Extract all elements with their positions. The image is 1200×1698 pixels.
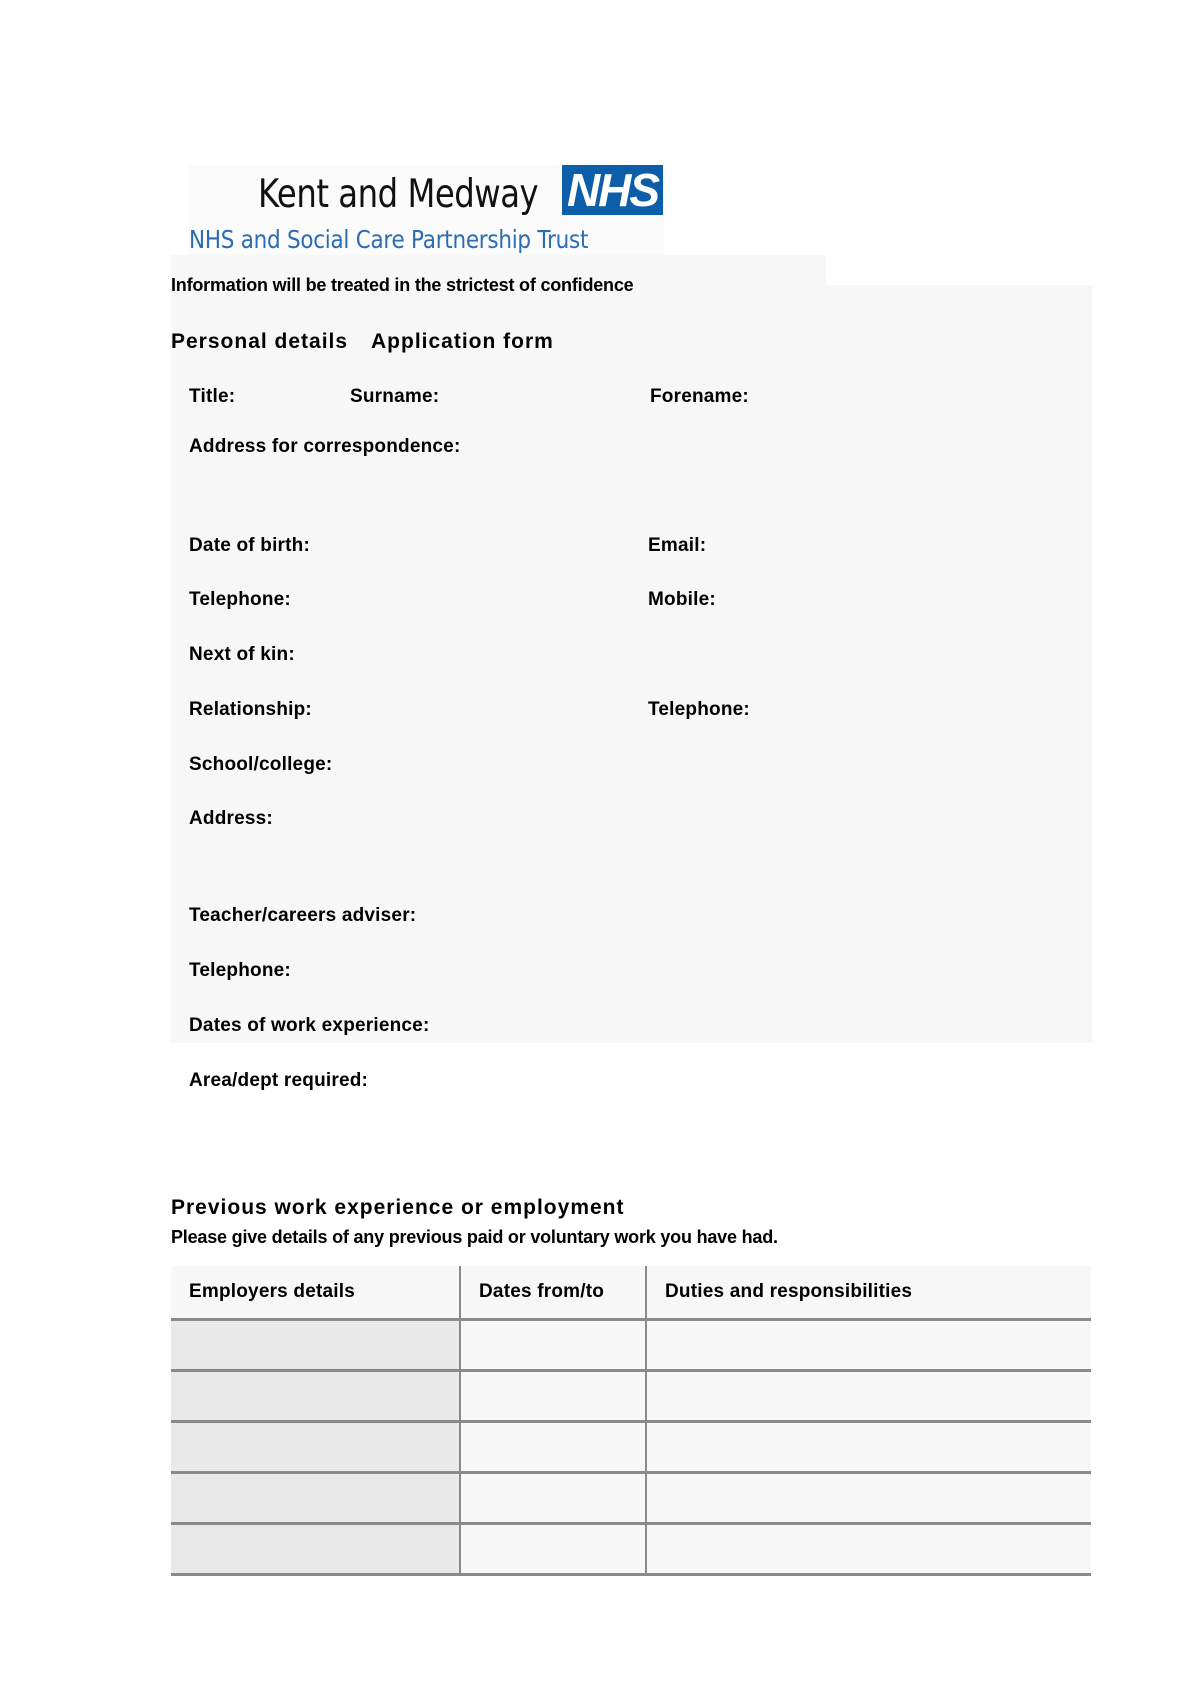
date-of-birth-field[interactable]: Date of birth: — [189, 535, 311, 556]
teacher-telephone-field[interactable]: Telephone: — [189, 960, 291, 981]
nhs-logo-badge: NHS — [562, 165, 663, 215]
application-form-heading: Application form — [371, 330, 554, 353]
table-row — [171, 1473, 1091, 1524]
dates-cell[interactable] — [460, 1320, 646, 1371]
personal-details-heading: Personal details — [171, 330, 349, 353]
email-field[interactable]: Email: — [648, 535, 707, 556]
table-row — [171, 1422, 1091, 1473]
employer-cell[interactable] — [171, 1371, 460, 1422]
duties-cell[interactable] — [646, 1422, 1091, 1473]
column-header: Duties and responsibilities — [646, 1266, 1091, 1320]
area-dept-field[interactable]: Area/dept required: — [189, 1070, 369, 1091]
teacher-adviser-field[interactable]: Teacher/careers adviser: — [189, 905, 417, 926]
previous-work-heading: Previous work experience or employment — [171, 1196, 625, 1219]
table-header-row — [171, 1266, 1091, 1320]
dates-cell[interactable] — [460, 1422, 646, 1473]
work-experience-table — [171, 1266, 1091, 1576]
table-row — [171, 1371, 1091, 1422]
dates-cell[interactable] — [460, 1524, 646, 1575]
next-of-kin-field[interactable]: Next of kin: — [189, 644, 295, 665]
duties-cell[interactable] — [646, 1371, 1091, 1422]
previous-work-intro: Please give details of any previous paid or voluntary work you have had. — [171, 1227, 778, 1247]
table-row — [171, 1524, 1091, 1575]
telephone-field[interactable]: Telephone: — [189, 589, 291, 610]
duties-cell[interactable] — [646, 1524, 1091, 1575]
school-college-field[interactable]: School/college: — [189, 754, 333, 775]
address-correspondence-field[interactable]: Address for correspondence: — [189, 436, 461, 457]
forename-field[interactable]: Forename: — [650, 386, 749, 407]
column-header: Dates from/to — [460, 1266, 646, 1320]
employer-cell[interactable] — [171, 1422, 460, 1473]
mobile-field[interactable]: Mobile: — [648, 589, 716, 610]
column-header: Employers details — [171, 1266, 460, 1320]
logo-subtitle: NHS and Social Care Partnership Trust — [189, 225, 589, 254]
logo-org-name: Kent and Medway — [258, 172, 539, 217]
relationship-field[interactable]: Relationship: — [189, 699, 312, 720]
employer-cell[interactable] — [171, 1473, 460, 1524]
confidence-note: Information will be treated in the strictest of confidence — [171, 275, 634, 295]
employer-cell[interactable] — [171, 1320, 460, 1371]
table-row — [171, 1320, 1091, 1371]
title-field[interactable]: Title: — [189, 386, 236, 407]
duties-cell[interactable] — [646, 1473, 1091, 1524]
employer-cell[interactable] — [171, 1524, 460, 1575]
form-panel — [171, 285, 1092, 1043]
duties-cell[interactable] — [646, 1320, 1091, 1371]
dates-cell[interactable] — [460, 1371, 646, 1422]
kin-telephone-field[interactable]: Telephone: — [648, 699, 750, 720]
dates-cell[interactable] — [460, 1473, 646, 1524]
surname-field[interactable]: Surname: — [350, 386, 440, 407]
school-address-field[interactable]: Address: — [189, 808, 273, 829]
dates-work-experience-field[interactable]: Dates of work experience: — [189, 1015, 430, 1036]
